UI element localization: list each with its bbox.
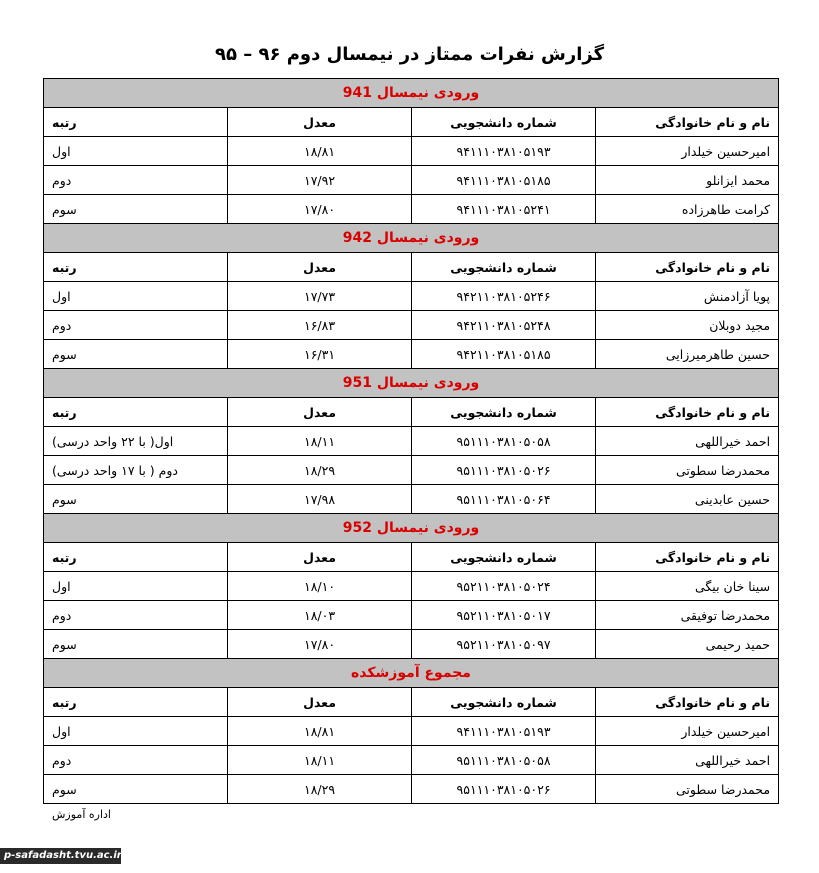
cell-id: ۹۵۱۱۱۰۳۸۱۰۵۰۲۶ [412,456,596,485]
column-header-avg: معدل [228,108,412,137]
cell-name: پویا آزادمنش [596,282,779,311]
table-row [44,717,779,746]
cell-name: حسین طاهرمیرزایی [596,340,779,369]
cell-name: محمدرضا توفیقی [596,601,779,630]
cell-id: ۹۴۲۱۱۰۳۸۱۰۵۲۴۶ [412,282,596,311]
cell-name: محمدرضا سطوتی [596,456,779,485]
column-header-row [44,688,779,717]
column-header-row [44,108,779,137]
cell-rank: سوم [44,195,228,224]
section-title: ورودی نیمسال 952 [44,514,779,543]
column-header-name: نام و نام خانوادگی [596,543,779,572]
column-header-name: نام و نام خانوادگی [596,398,779,427]
table-row [44,195,779,224]
cell-avg: ۱۸/۰۳ [228,601,412,630]
column-header-rank: رتبه [44,543,228,572]
cell-name: امیرحسین خیلدار [596,137,779,166]
section-header [44,369,779,398]
cell-avg: ۱۷/۷۳ [228,282,412,311]
cell-rank: اول [44,282,228,311]
cell-rank: اول [44,137,228,166]
cell-id: ۹۴۱۱۱۰۳۸۱۰۵۱۹۳ [412,717,596,746]
table-row [44,572,779,601]
column-header-id: شماره دانشجویی [412,688,596,717]
section-header [44,514,779,543]
cell-avg: ۱۷/۸۰ [228,195,412,224]
site-url-badge: p-safadasht.tvu.ac.ir [0,848,121,864]
cell-name: کرامت طاهرزاده [596,195,779,224]
table-row [44,630,779,659]
report-title: گزارش نفرات ممتاز در نیمسال دوم ۹۶ – ۹۵ [214,44,605,65]
table-row [44,775,779,804]
column-header-avg: معدل [228,398,412,427]
cell-name: محمد ایزانلو [596,166,779,195]
cell-id: ۹۵۱۱۱۰۳۸۱۰۵۰۲۶ [412,775,596,804]
footer-department: اداره آموزش [52,808,111,821]
cell-name: احمد خیراللهی [596,746,779,775]
column-header-row [44,398,779,427]
cell-avg: ۱۸/۱۱ [228,427,412,456]
cell-rank: سوم [44,775,228,804]
column-header-avg: معدل [228,253,412,282]
cell-avg: ۱۶/۳۱ [228,340,412,369]
section-header [44,224,779,253]
cell-id: ۹۴۲۱۱۰۳۸۱۰۵۲۴۸ [412,311,596,340]
section-title: ورودی نیمسال 941 [44,79,779,108]
cell-id: ۹۴۲۱۱۰۳۸۱۰۵۱۸۵ [412,340,596,369]
column-header-row [44,253,779,282]
table-row [44,137,779,166]
column-header-rank: رتبه [44,253,228,282]
cell-id: ۹۵۱۱۱۰۳۸۱۰۵۰۵۸ [412,746,596,775]
cell-rank: سوم [44,485,228,514]
results-table [43,78,779,804]
cell-avg: ۱۷/۹۲ [228,166,412,195]
table-row [44,340,779,369]
cell-name: احمد خیراللهی [596,427,779,456]
cell-rank: دوم [44,746,228,775]
column-header-name: نام و نام خانوادگی [596,108,779,137]
cell-name: سینا خان بیگی [596,572,779,601]
cell-id: ۹۵۲۱۱۰۳۸۱۰۵۰۹۷ [412,630,596,659]
section-title: مجموع آموزشکده [44,659,779,688]
column-header-id: شماره دانشجویی [412,398,596,427]
cell-avg: ۱۸/۸۱ [228,137,412,166]
cell-avg: ۱۸/۱۰ [228,572,412,601]
section-header [44,659,779,688]
column-header-name: نام و نام خانوادگی [596,688,779,717]
cell-name: حمید رحیمی [596,630,779,659]
column-header-row [44,543,779,572]
table-row [44,485,779,514]
cell-name: حسین عابدینی [596,485,779,514]
table-row [44,282,779,311]
cell-rank: دوم ( با ۱۷ واحد درسی) [44,456,228,485]
column-header-avg: معدل [228,688,412,717]
cell-avg: ۱۸/۲۹ [228,456,412,485]
cell-id: ۹۴۱۱۱۰۳۸۱۰۵۲۴۱ [412,195,596,224]
column-header-id: شماره دانشجویی [412,253,596,282]
column-header-name: نام و نام خانوادگی [596,253,779,282]
table-row [44,311,779,340]
cell-rank: اول [44,717,228,746]
table-row [44,427,779,456]
cell-rank: سوم [44,630,228,659]
section-title: ورودی نیمسال 951 [44,369,779,398]
cell-rank: دوم [44,601,228,630]
section-header [44,79,779,108]
cell-name: مجید دوبلان [596,311,779,340]
table-row [44,166,779,195]
cell-avg: ۱۸/۸۱ [228,717,412,746]
column-header-id: شماره دانشجویی [412,543,596,572]
cell-id: ۹۴۱۱۱۰۳۸۱۰۵۱۹۳ [412,137,596,166]
cell-name: محمدرضا سطوتی [596,775,779,804]
column-header-rank: رتبه [44,108,228,137]
cell-avg: ۱۷/۸۰ [228,630,412,659]
cell-rank: اول [44,572,228,601]
cell-name: امیرحسین خیلدار [596,717,779,746]
section-title: ورودی نیمسال 942 [44,224,779,253]
cell-avg: ۱۶/۸۳ [228,311,412,340]
table-row [44,746,779,775]
cell-id: ۹۵۱۱۱۰۳۸۱۰۵۰۵۸ [412,427,596,456]
cell-rank: سوم [44,340,228,369]
cell-id: ۹۵۲۱۱۰۳۸۱۰۵۰۱۷ [412,601,596,630]
table-row [44,456,779,485]
cell-avg: ۱۸/۱۱ [228,746,412,775]
column-header-rank: رتبه [44,688,228,717]
cell-avg: ۱۷/۹۸ [228,485,412,514]
column-header-rank: رتبه [44,398,228,427]
cell-rank: دوم [44,311,228,340]
cell-avg: ۱۸/۲۹ [228,775,412,804]
cell-id: ۹۵۲۱۱۰۳۸۱۰۵۰۲۴ [412,572,596,601]
cell-rank: اول( با ۲۲ واحد درسی) [44,427,228,456]
cell-rank: دوم [44,166,228,195]
cell-id: ۹۵۱۱۱۰۳۸۱۰۵۰۶۴ [412,485,596,514]
column-header-id: شماره دانشجویی [412,108,596,137]
column-header-avg: معدل [228,543,412,572]
cell-id: ۹۴۱۱۱۰۳۸۱۰۵۱۸۵ [412,166,596,195]
table-row [44,601,779,630]
